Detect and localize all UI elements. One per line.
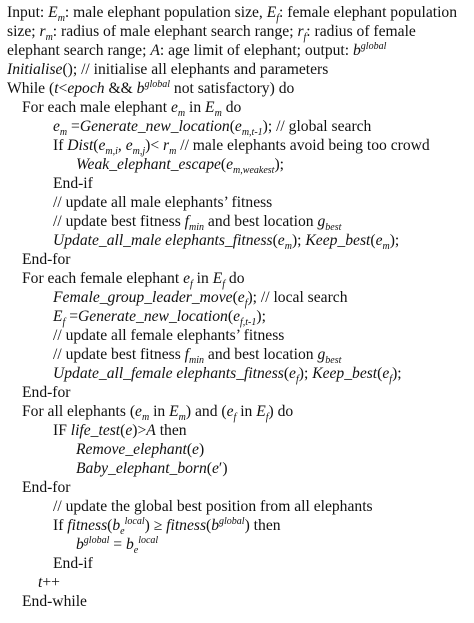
algorithm-line-17: // update best fitness $f_{min}$ and best location $g_{best}$ — [53, 346, 342, 367]
algorithm-line-8: End-if — [53, 175, 93, 192]
algorithm-line-29: t++ — [38, 574, 60, 591]
algorithm-line-9: // update all male elephants’ fitness — [53, 194, 273, 211]
algorithm-line-16: // update all female elephants’ fitness — [53, 327, 285, 344]
algorithm-line-6: If $Dist(e_{m,i}$, $e_{m,j})< r_m$ // male elephants avoid being too crowd — [53, 137, 430, 158]
algorithm-line-30: End-while — [22, 593, 87, 610]
algorithm-line-11: Update_all_male $elephants\_fitness(e_m)$; $Keep\_best(e_m)$; — [53, 232, 400, 253]
algorithm-line-10: // update best fitness $f_{min}$ and best location $g_{best}$ — [53, 213, 342, 234]
algorithm-line-12: End-for — [22, 251, 71, 268]
algorithm-line-4: For each male elephant $e_m$ in $E_m$ do — [22, 99, 242, 120]
algorithm-line-7: $Weak\_elephant\_escape(e_{m,weakest})$; — [76, 156, 284, 177]
algorithm-line-15: $E_f$ $=Generate\_new\_location(e_{f,t-1})$; — [53, 308, 266, 329]
algorithm-line-24: End-for — [22, 479, 71, 496]
algorithm-line-25: // update the global best position from all elephants — [53, 498, 373, 515]
algorithm-line-18: Update_all_female $elephants\_fitness(e_f)$; $Keep\_best(e_f)$; — [53, 365, 402, 386]
algorithm-line-21: IF life_test(e)>A then — [53, 422, 187, 439]
algorithm-line-13: For each female elephant $e_f$ in $E_f$ do — [22, 270, 245, 291]
algorithm-line-26: If $fitness(b_e^{local})$ ≥ $fitness(b^{global})$ then — [53, 515, 281, 538]
algorithm-line-3: While (t<epoch && $b^{global}$ not satisfactory) do — [7, 78, 295, 97]
algorithm-line-5: $e_m$ $=Generate\_new\_location(e_{m,t-1})$; // global search — [53, 118, 372, 139]
algorithm-line-27: $b^{global} = b_e^{local}$ — [76, 534, 159, 557]
algorithm-line-1: Input: $E_m$: male elephant population size, $E_f$: female elephant population size; $r_m$: radius of male elephant search range; $r_f$: radius of female elephant search range; A: age limit of elephant; output: $b^{global}$ — [7, 4, 457, 59]
algorithm-line-28: End-if — [53, 555, 93, 572]
algorithm-line-22: Remove_elephant(e) — [76, 441, 205, 458]
algorithm-line-19: End-for — [22, 384, 71, 401]
algorithm-line-2: Initialise(); // initialise all elephants and parameters — [7, 61, 329, 78]
algorithm-line-14: $Female\_group\_leader\_move(e_f)$; // local search — [53, 289, 348, 310]
algorithm-line-23: Baby_elephant_born(e′) — [76, 460, 228, 477]
algorithm-line-20: For all elephants ($e_m$ in $E_m$) and ($e_f$ in $E_f$) do — [22, 403, 294, 424]
